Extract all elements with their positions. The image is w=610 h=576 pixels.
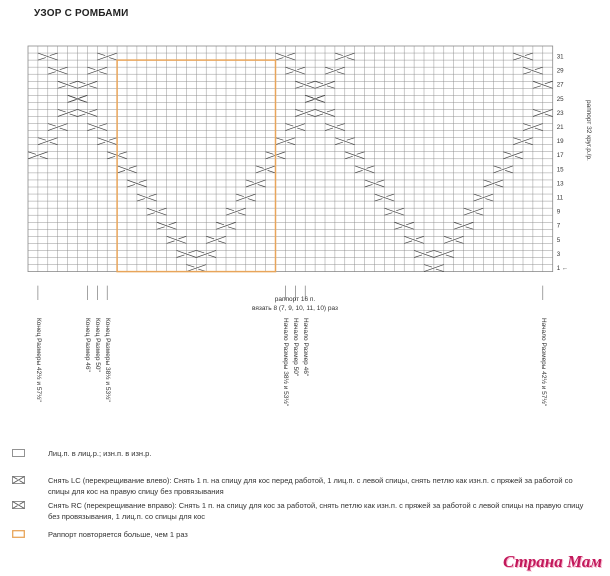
row-number: 29 bbox=[556, 67, 564, 75]
watermark-logo: Страна Мам bbox=[502, 552, 602, 571]
row-number: 19 bbox=[556, 138, 564, 146]
legend-text-lc: Снять LC (перекрещивание влево): Снять 1 п. на спицу для кос перед работой, 1 лиц.п. с левой спицы, снять петлю как изн.п. с пряжей за работой со спицы для кос на правую спицу без провязывания bbox=[48, 476, 573, 496]
row-number: 25 bbox=[556, 95, 564, 103]
repeat-rows-label: раппорт 32 круг.р./р. bbox=[585, 100, 592, 161]
row-number: 3 bbox=[556, 250, 561, 258]
size-marker-label: Конец Размер 46" bbox=[84, 318, 92, 372]
row-number: 1 ← bbox=[556, 265, 569, 272]
legend-text-rc: Снять RC (перекрещивание вправо): Снять 1 п. на спицу для кос за работой, снять петлю как изн.п. с пряжей за работой с левой спицы на правую спицу без провязывания, 1 лиц.п. со спицы для кос bbox=[48, 501, 584, 521]
repeat-label-times: вязать 8 (7, 9, 10, 11, 10) раз bbox=[251, 305, 339, 312]
size-marker-label: Конец Размеры 42½ и 57½" bbox=[34, 318, 42, 402]
row-number: 17 bbox=[556, 152, 564, 160]
row-number: 15 bbox=[556, 166, 564, 174]
row-number: 5 bbox=[556, 236, 561, 244]
size-marker-label: Начало Размер 50" bbox=[292, 318, 300, 377]
row-number: 23 bbox=[556, 109, 564, 117]
row-number: 31 bbox=[556, 53, 564, 61]
repeat-label bbox=[205, 295, 385, 313]
size-marker-label: Начало Размеры 42½ и 57½" bbox=[539, 318, 547, 407]
repeat-box-icon bbox=[12, 530, 25, 538]
legend-text-repeat: Раппорт повторяется больше, чем 1 раз bbox=[48, 530, 188, 539]
row-number: 27 bbox=[556, 81, 564, 89]
empty-square-icon bbox=[12, 449, 25, 457]
row-number: 11 bbox=[556, 194, 564, 202]
row-number: 9 bbox=[556, 208, 561, 216]
row-number: 21 bbox=[556, 124, 564, 131]
right-cross-icon bbox=[12, 501, 25, 509]
left-cross-icon bbox=[12, 476, 25, 484]
row-number: 13 bbox=[556, 180, 564, 188]
size-marker-label: Начало Размеры 38½ и 53½" bbox=[282, 318, 290, 407]
size-marker-label: Конец Размер 50" bbox=[94, 318, 102, 372]
row-number: 7 bbox=[556, 222, 561, 230]
size-marker-label: Конец Размеры 38½ и 53½" bbox=[104, 318, 112, 402]
size-marker-label: Начало Размер 46" bbox=[302, 318, 310, 377]
legend-text-knit: Лиц.п. в лиц.р.; изн.п. в изн.р. bbox=[48, 449, 152, 458]
page-title: УЗОР С РОМБАМИ bbox=[34, 8, 129, 19]
repeat-label-stitches: раппорт 16 п. bbox=[274, 296, 316, 303]
